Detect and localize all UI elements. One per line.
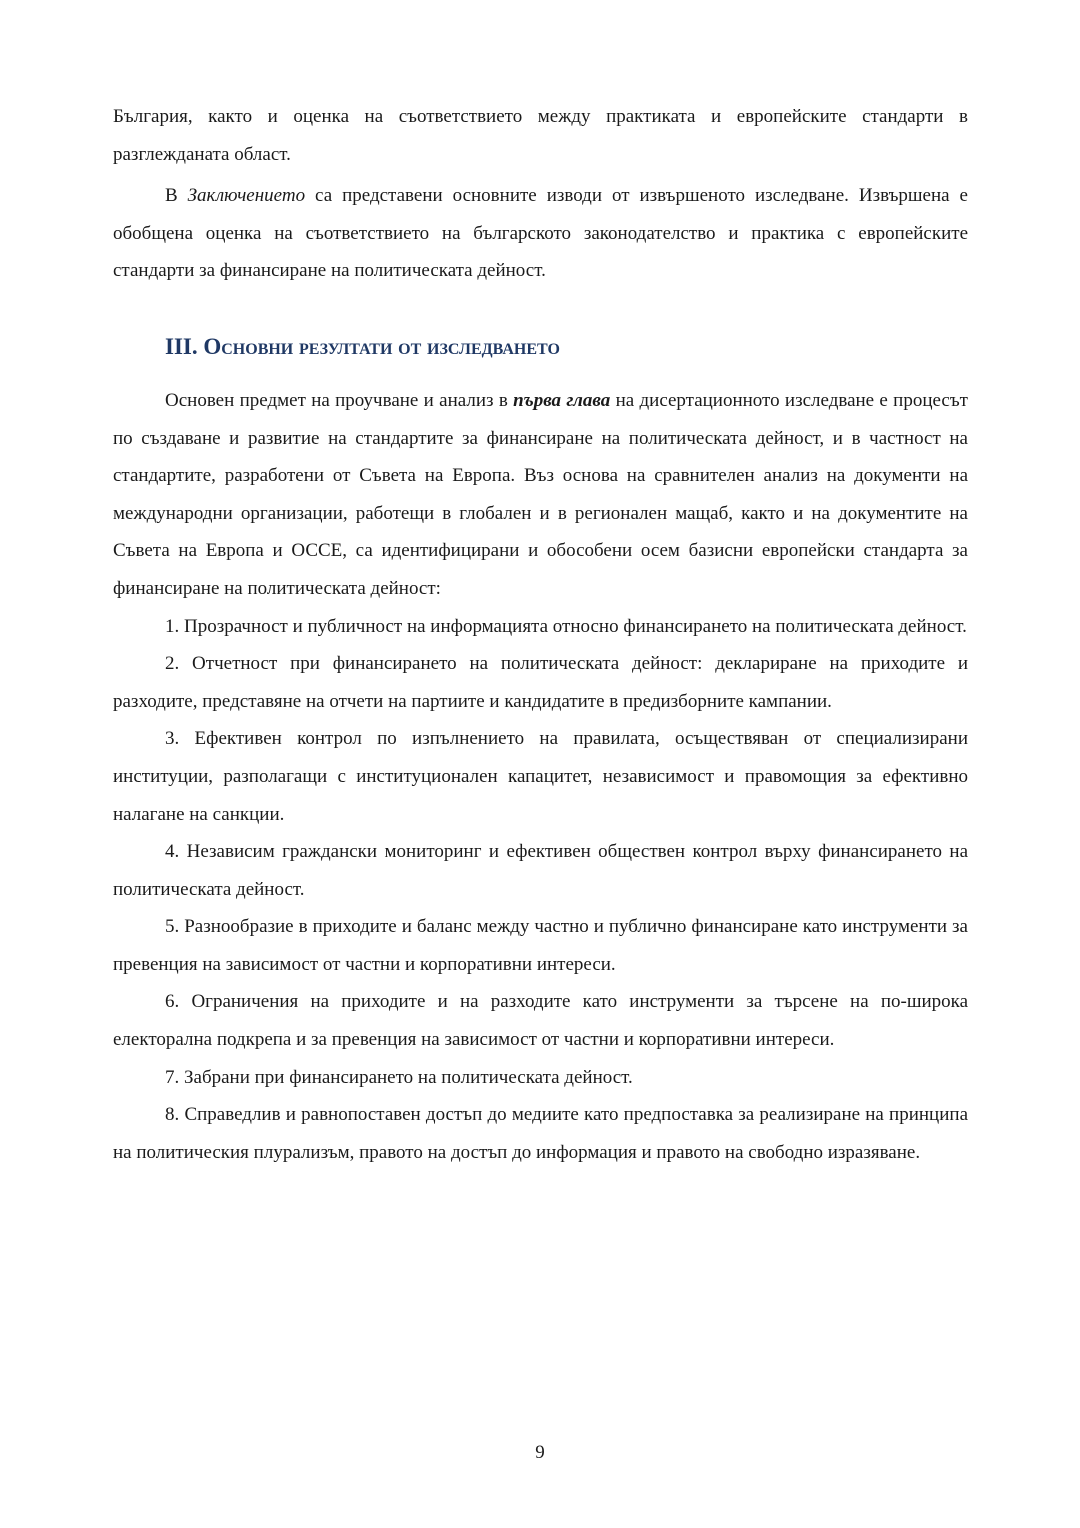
standard-item-7: 7. Забрани при финансирането на политическата дейност.: [165, 1066, 633, 1088]
section-title: Основни резултати от изследването: [203, 333, 560, 359]
conclusion-term: Заключението: [187, 185, 306, 207]
standard-item-3: 3. Ефективен контрол по изпълнението на правилата, осъществяван от специализирани институции, разполагащи с институционален капацитет, независимост и правомощия за ефективно налагане на санкции.: [113, 728, 968, 825]
intro-p2-rest: са представени основните изводи от извършеното изследване. Извършена е обобщена оценка на съответствието на българското законодателство и практика с европейските стандарти за финансиране на политическата дейност.: [113, 185, 968, 282]
standard-item-8: 8. Справедлив и равнопоставен достъп до медиите като предпоставка за реализиране на принципа на политическия плурализъм, правото на достъп до информация и правото на свободно изразяване.: [113, 1104, 968, 1163]
standard-item-5: 5. Разнообразие в приходите и баланс между частно и публично финансиране като инструменти за превенция на зависимост от частни и корпоративни интереси.: [113, 916, 968, 975]
intro-paragraph-1: България, както и оценка на съответствието между практиката и европейските стандарти в разглежданата област.: [113, 106, 968, 165]
standard-item-1: 1. Прозрачност и публичност на информацията относно финансирането на политическата дейност.: [165, 615, 967, 637]
page-number: 9: [535, 1442, 545, 1463]
section-heading: [165, 324, 968, 370]
intro-paragraph-2: [113, 177, 968, 290]
lead-prefix: Основен предмет на проучване и анализ в: [165, 389, 514, 411]
section-lead-paragraph: [113, 382, 968, 608]
standard-item-4: 4. Независим граждански мониторинг и ефективен обществен контрол върху финансирането на политическата дейност.: [113, 841, 968, 900]
section-number: III.: [165, 333, 198, 359]
standard-item-2: 2. Отчетност при финансирането на политическата дейност: деклариране на приходите и разходите, представяне на отчети на партиите и кандидатите в предизборните кампании.: [113, 653, 968, 712]
intro-p2-prefix: В: [165, 185, 188, 207]
first-chapter-term: първа глава: [513, 389, 611, 411]
document-page: [113, 98, 968, 1171]
lead-rest: на дисертационното изследване е процесът по създаване и развитие на стандартите за финансиране на политическата дейност, и в частност на стандартите, разработени от Съвета на Европа. Въз основа на сравнителен анализ на документи на международни организации, работещи в глобален и в регионален мащаб, както и на документите на Съвета на Европа и ОССЕ, са идентифицирани и обособени осем базисни европейски стандарта за финансиране на политическата дейност:: [113, 389, 968, 599]
standard-item-6: 6. Ограничения на приходите и на разходите като инструменти за търсене на по-широка електорална подкрепа и за превенция на зависимост от частни и корпоративни интереси.: [113, 991, 968, 1051]
